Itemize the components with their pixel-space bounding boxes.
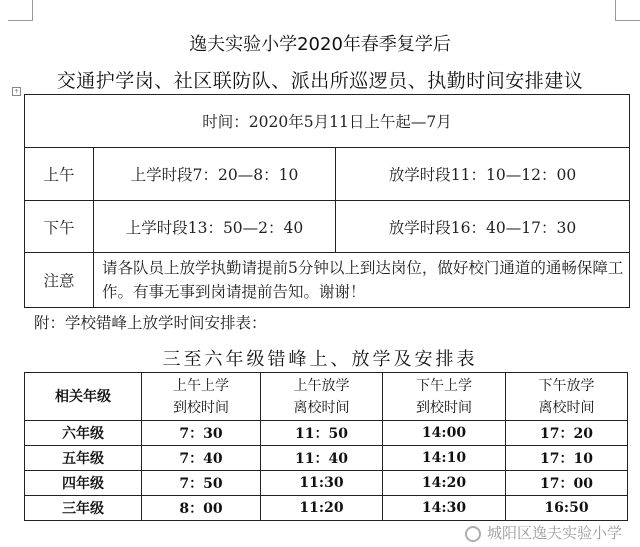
note-label: 注意 <box>25 253 94 308</box>
column-header <box>383 373 506 421</box>
row-label: 下午 <box>25 201 94 253</box>
column-header <box>142 373 261 421</box>
page-corner-mark <box>8 0 33 21</box>
time-cell: 17：20 <box>506 421 628 446</box>
document-subtitle: 交通护学岗、社区联防队、派出所巡逻员、执勤时间安排建议 <box>56 70 584 92</box>
header-line: 离校时间 <box>538 399 595 416</box>
time-cell: 17：00 <box>506 471 628 496</box>
column-header <box>261 373 383 421</box>
note-text: 请各队员上放学执勤请提前5分钟以上到达岗位，做好校门通道的通畅保障工作。有事无事到岗请提前告知。谢谢！ <box>94 253 630 308</box>
time-cell: 14:00 <box>383 421 506 446</box>
duty-period: 时间：2020年5月11日上午起—7月 <box>25 95 630 148</box>
arrive-period: 上学时段13：50—2：40 <box>94 201 336 253</box>
header-line: 到校时间 <box>416 399 472 416</box>
time-cell: 16:50 <box>506 496 628 521</box>
grade-cell: 四年级 <box>25 471 142 496</box>
document-title: 逸夫实验小学2020年春季复学后 <box>189 34 451 55</box>
watermark-text: 城阳区逸夫实验小学 <box>486 524 622 542</box>
watermark <box>465 524 622 542</box>
leave-period: 放学时段11：10—12：00 <box>336 148 630 201</box>
column-header: 相关年级 <box>25 373 142 421</box>
table-row <box>25 496 628 521</box>
time-cell: 11:30 <box>261 471 383 496</box>
page-corner-mark <box>615 0 640 21</box>
time-cell: 7：40 <box>142 446 261 471</box>
duty-time-table <box>24 94 630 308</box>
header-row <box>25 373 628 421</box>
header-line: 上午放学 <box>293 377 350 394</box>
header-line: 下午上学 <box>416 377 472 394</box>
time-cell: 14:20 <box>383 471 506 496</box>
table-row <box>25 471 628 496</box>
schedule-table <box>24 372 628 521</box>
leave-period: 放学时段16：40—17：30 <box>336 201 630 253</box>
time-cell: 11：40 <box>261 446 383 471</box>
wechat-logo-icon <box>465 526 481 542</box>
time-cell: 17：10 <box>506 446 628 471</box>
time-cell: 14:30 <box>383 496 506 521</box>
table-row <box>25 201 630 253</box>
time-cell: 7：50 <box>142 471 261 496</box>
column-header <box>506 373 628 421</box>
time-cell: 11:20 <box>261 496 383 521</box>
table-row <box>25 446 628 471</box>
header-line: 到校时间 <box>173 399 229 416</box>
grade-cell: 六年级 <box>25 421 142 446</box>
time-cell: 7：30 <box>142 421 261 446</box>
schedule-title: 三至六年级错峰上、放学及安排表 <box>162 349 478 370</box>
time-cell: 8：00 <box>142 496 261 521</box>
header-line: 离校时间 <box>293 399 350 416</box>
table-move-handle-icon[interactable]: + <box>13 88 20 95</box>
time-cell: 11：50 <box>261 421 383 446</box>
header-line: 上午上学 <box>173 377 229 394</box>
time-cell: 14:10 <box>383 446 506 471</box>
appendix-label: 附：学校错峰上放学时间安排表： <box>34 314 267 332</box>
grade-cell: 五年级 <box>25 446 142 471</box>
grade-cell: 三年级 <box>25 496 142 521</box>
table-row <box>25 421 628 446</box>
table-row <box>25 148 630 201</box>
arrive-period: 上学时段7：20—8：10 <box>94 148 336 201</box>
header-line: 下午放学 <box>538 377 595 394</box>
row-label: 上午 <box>25 148 94 201</box>
